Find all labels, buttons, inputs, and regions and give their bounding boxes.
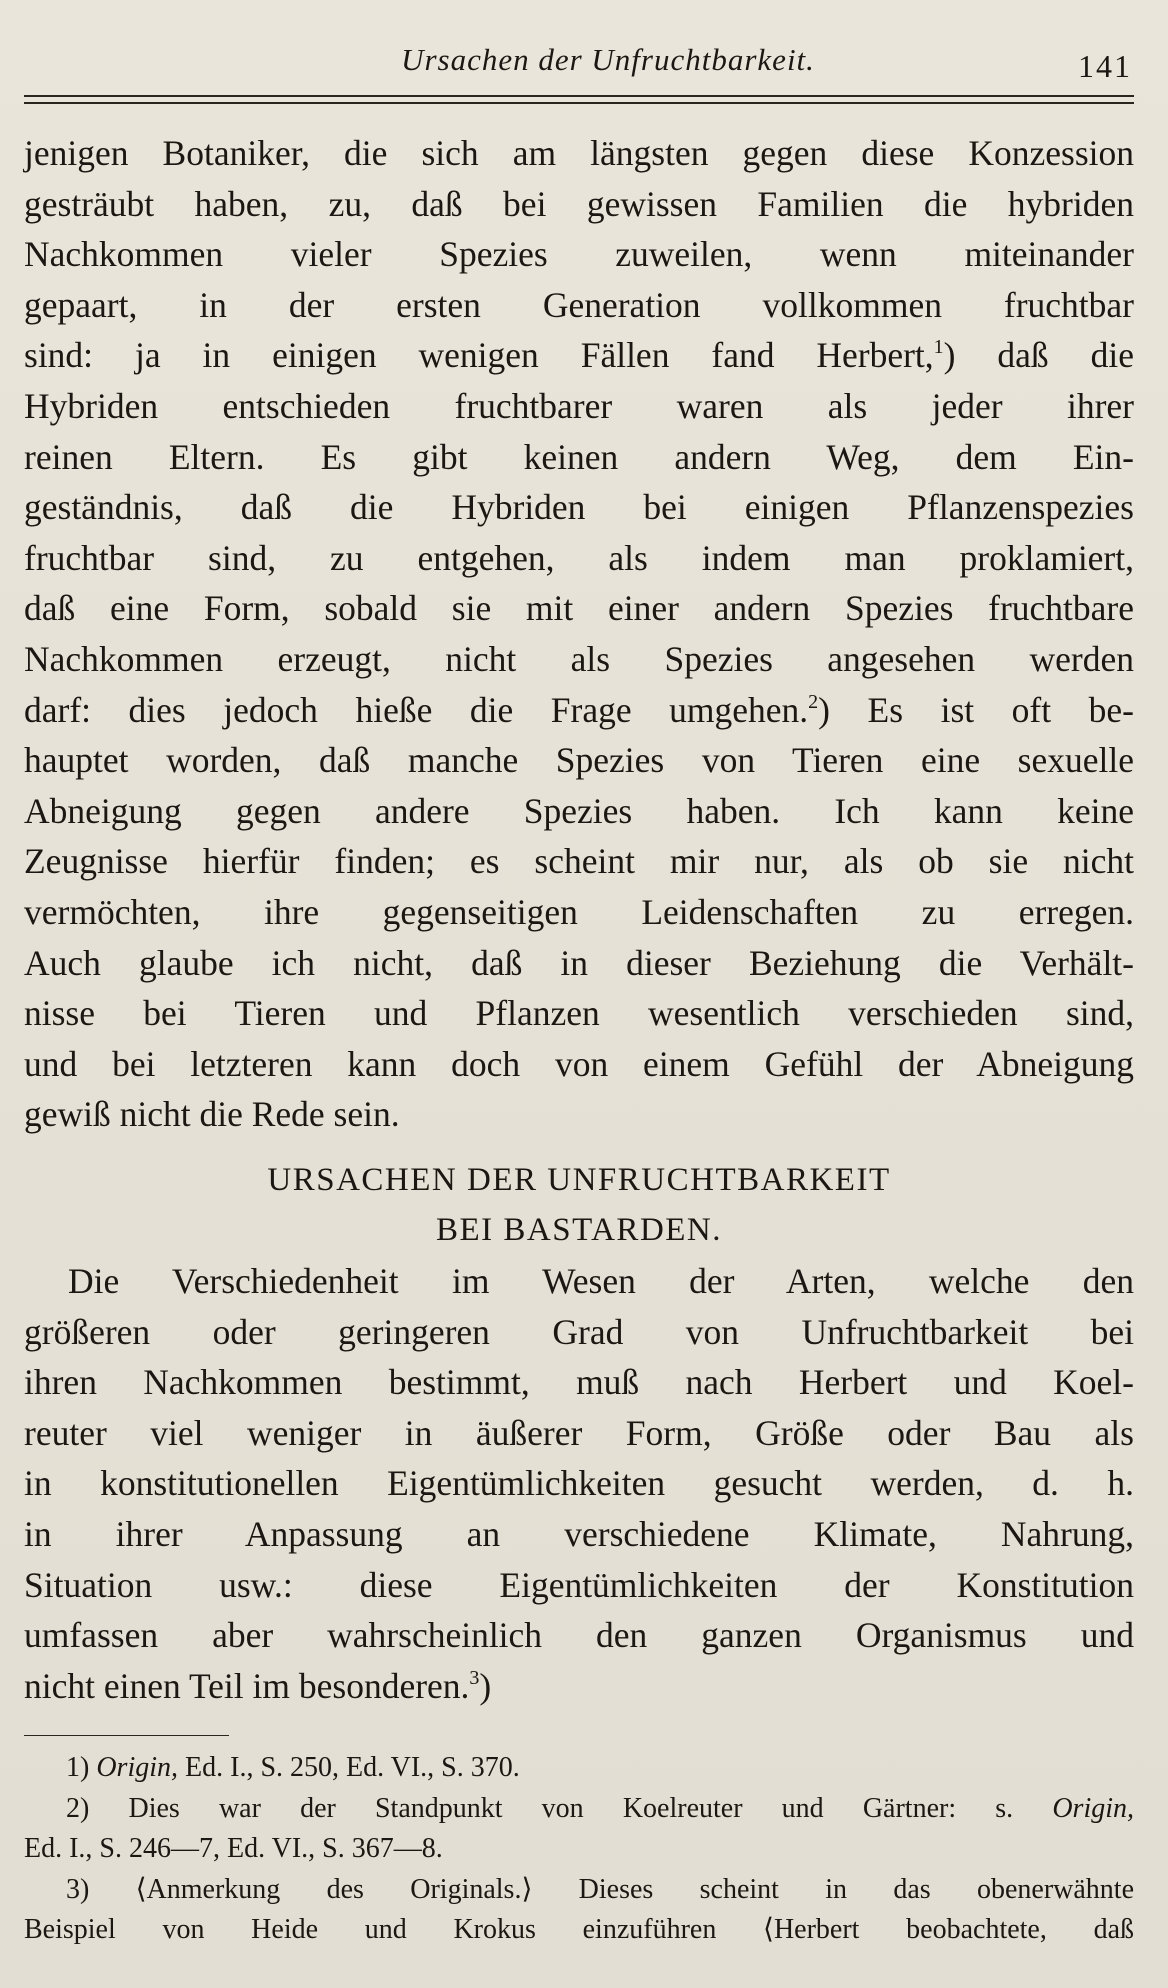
footnote-number: 3) [66,1873,90,1905]
text-line [24,1661,1134,1712]
footnote-rule [24,1735,229,1736]
section-heading-cont: BEI BASTARDEN. [435,1212,723,1249]
footnote-number: 2) [66,1792,90,1824]
footnote-1 [24,1748,1134,1789]
header-rule-top [24,95,1134,97]
text-line: Situation usw.: diese Eigentümlichkeiten der Konstitution [24,1564,1134,1605]
text-line [24,330,1134,381]
footnote-italic: Origin, [96,1752,179,1783]
footnote-ref-2: 2 [808,690,819,713]
footnote-text: ⟨Anmerkung des Originals.⟩ Dieses scheint in das obenerwähnte [89,1873,1134,1905]
running-title: Ursachen der Unfruchtbarkeit. [401,42,815,77]
text-line: größeren oder geringeren Grad von Unfruchtbarkeit bei [24,1311,1134,1352]
header-rule-bottom [24,102,1134,104]
footnote-ref-1: 1 [933,336,944,359]
text-line: gewiß nicht die Rede sein. [24,1094,400,1135]
text-line: daß eine Form, sobald sie mit einer andern Spezies fruchtbare [24,588,1134,629]
text-line: Zeugnisse hierfür finden; es scheint mir nur, als ob sie nicht [24,841,1134,882]
footnote-text: Ed. I., S. 250, Ed. VI., S. 370. [178,1752,520,1783]
text-line: in ihrer Anpassung an verschiedene Klimate, Nahrung, [24,1514,1134,1555]
text-line: Nachkommen erzeugt, nicht als Spezies angesehen werden [24,638,1134,679]
text-line: und bei letzteren kann doch von einem Gefühl der Abneigung [24,1043,1134,1084]
text-line: in konstitutionellen Eigentümlichkeiten gesucht werden, d. h. [24,1463,1134,1504]
text-fragment: darf: dies jedoch hieße die Frage umgehen. [24,689,809,730]
text-line: Hybriden entschieden fruchtbarer waren als jeder ihrer [24,385,1134,426]
text-line: jenigen Botaniker, die sich am längsten gegen diese Konzession [24,133,1134,173]
text-line: nisse bei Tieren und Pflanzen wesentlich verschieden sind, [24,993,1134,1034]
text-line: vermöchten, ihre gegenseitigen Leidenschaften zu erregen. [24,891,1134,932]
footnote-2-cont: Ed. I., S. 246—7, Ed. VI., S. 367—8. [24,1833,443,1864]
text-line: umfassen aber wahrscheinlich den ganzen Organismus und [24,1615,1134,1656]
text-line: ihren Nachkommen bestimmt, muß nach Herbert und Koel- [24,1362,1134,1403]
main-text [24,128,1134,1711]
section-spacer [24,1140,1134,1155]
text-line: gepaart, in der ersten Generation vollkommen fruchtbar [24,284,1134,325]
footnote-3-cont: Beispiel von Heide und Krokus einzuführen ⟨Herbert beobachtete, daß [24,1914,1134,1945]
text-fragment: ) Es ist oft be- [818,689,1134,730]
text-line: geständnis, daß die Hybriden bei einigen Pflanzenspezies [24,487,1134,528]
footnote-2 [24,1789,1134,1830]
text-line: hauptet worden, daß manche Spezies von Tieren eine sexuelle [24,740,1134,781]
footnote-number: 1) [66,1752,90,1783]
text-line: gesträubt haben, zu, daß bei gewissen Familien die hybriden [24,183,1134,224]
text-line: Auch glaube ich nicht, daß in dieser Beziehung die Verhält- [24,942,1134,983]
text-line: Abneigung gegen andere Spezies haben. Ich kann keine [24,790,1134,831]
text-line [24,685,1134,736]
text-line: reuter viel weniger in äußerer Form, Größe oder Bau als [24,1412,1134,1453]
text-line: fruchtbar sind, zu entgehen, als indem man proklamiert, [24,537,1134,578]
text-line: Nachkommen vieler Spezies zuweilen, wenn miteinander [24,234,1134,275]
text-fragment: ) daß die [943,335,1134,376]
footnote-ref-3: 3 [469,1666,480,1689]
text-fragment: nicht einen Teil im besonderen. [24,1665,470,1706]
text-fragment: ) [479,1665,492,1706]
text-fragment: sind: ja in einigen wenigen Fällen fand Herbert, [24,335,934,376]
running-header [24,42,1132,90]
footnote-text: Dies war der Standpunkt von Koelreuter und Gärtner: s. [89,1792,1014,1824]
section-heading: URSACHEN DER UNFRUCHTBARKEIT [267,1161,891,1198]
text-line: Die Verschiedenheit im Wesen der Arten, welche den [68,1261,1134,1302]
page-number: 141 [1078,48,1132,84]
footnote-italic: Origin, [1052,1792,1135,1824]
footnotes [24,1748,1134,1951]
footnote-3 [24,1870,1134,1911]
text-line: reinen Eltern. Es gibt keinen andern Weg, dem Ein- [24,436,1134,477]
